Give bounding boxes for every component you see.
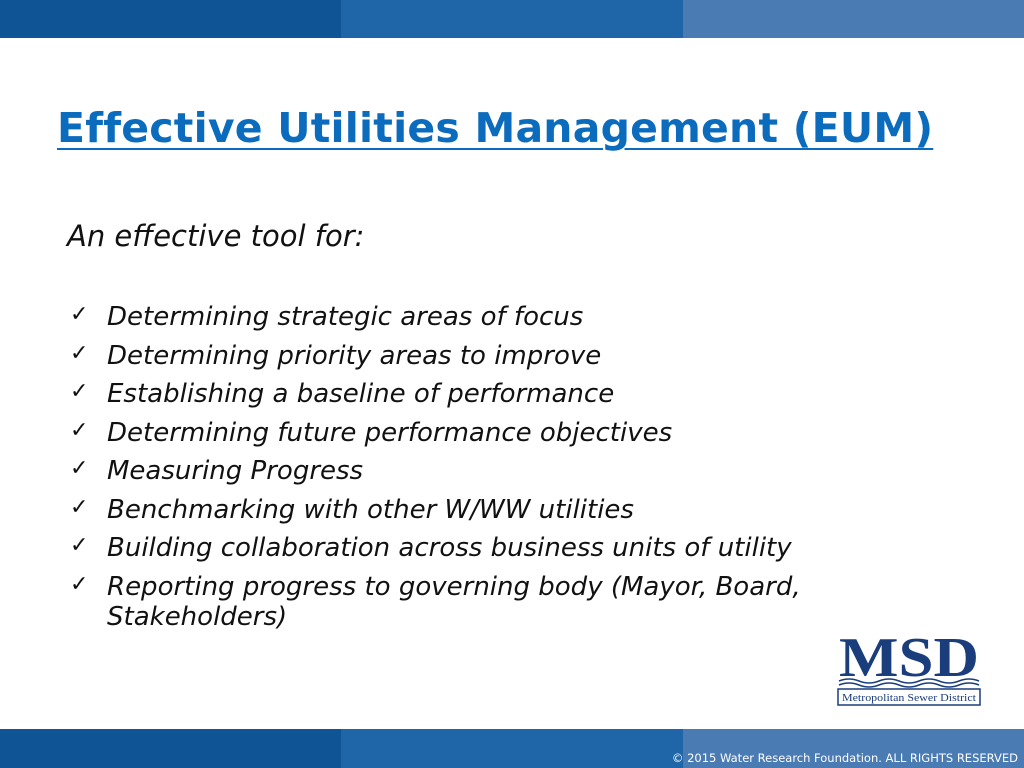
bottom-band-segment-2 [341, 729, 683, 768]
check-icon: ✓ [70, 494, 89, 520]
check-icon: ✓ [70, 302, 89, 327]
logo-subtitle: Metropolitan Sewer District [842, 693, 977, 704]
check-icon: ✓ [70, 571, 89, 597]
bullet-text: Determining strategic areas of focus [107, 302, 584, 332]
top-band-segment-3 [683, 0, 1024, 38]
list-item [67, 379, 837, 409]
check-icon: ✓ [70, 379, 89, 404]
bullet-text: Building collaboration across business units of utility [107, 533, 792, 563]
msd-logo [837, 628, 981, 710]
list-item [67, 302, 837, 332]
bullet-text: Determining priority areas to improve [107, 340, 602, 371]
bottom-band-segment-1 [0, 729, 341, 768]
list-item [67, 341, 837, 371]
bullet-text: Measuring Progress [107, 456, 364, 486]
list-item [67, 456, 837, 486]
top-color-band [0, 0, 1024, 38]
top-band-segment-2 [341, 0, 683, 38]
copyright-text: © 2015 Water Research Foundation. ALL RIGHTS RESERVED [671, 751, 1018, 765]
check-icon: ✓ [70, 340, 89, 366]
list-item [67, 533, 837, 563]
slide-title: Effective Utilities Management (EUM) [57, 104, 934, 152]
check-icon: ✓ [70, 417, 89, 443]
list-item [67, 418, 837, 448]
logo-text: MSD [839, 628, 979, 689]
top-band-segment-1 [0, 0, 341, 38]
check-icon: ✓ [70, 533, 89, 558]
list-item [67, 572, 837, 632]
bullet-text: Determining future performance objectives [107, 417, 673, 448]
list-item [67, 495, 837, 525]
bullet-text: Benchmarking with other W/WW utilities [107, 494, 634, 525]
check-icon: ✓ [70, 456, 89, 481]
bullet-list [67, 302, 837, 640]
intro-text: An effective tool for: [67, 219, 365, 253]
bullet-text: Reporting progress to governing body (Mayor, Board, Stakeholders) [107, 571, 801, 632]
bullet-text: Establishing a baseline of performance [107, 379, 615, 409]
